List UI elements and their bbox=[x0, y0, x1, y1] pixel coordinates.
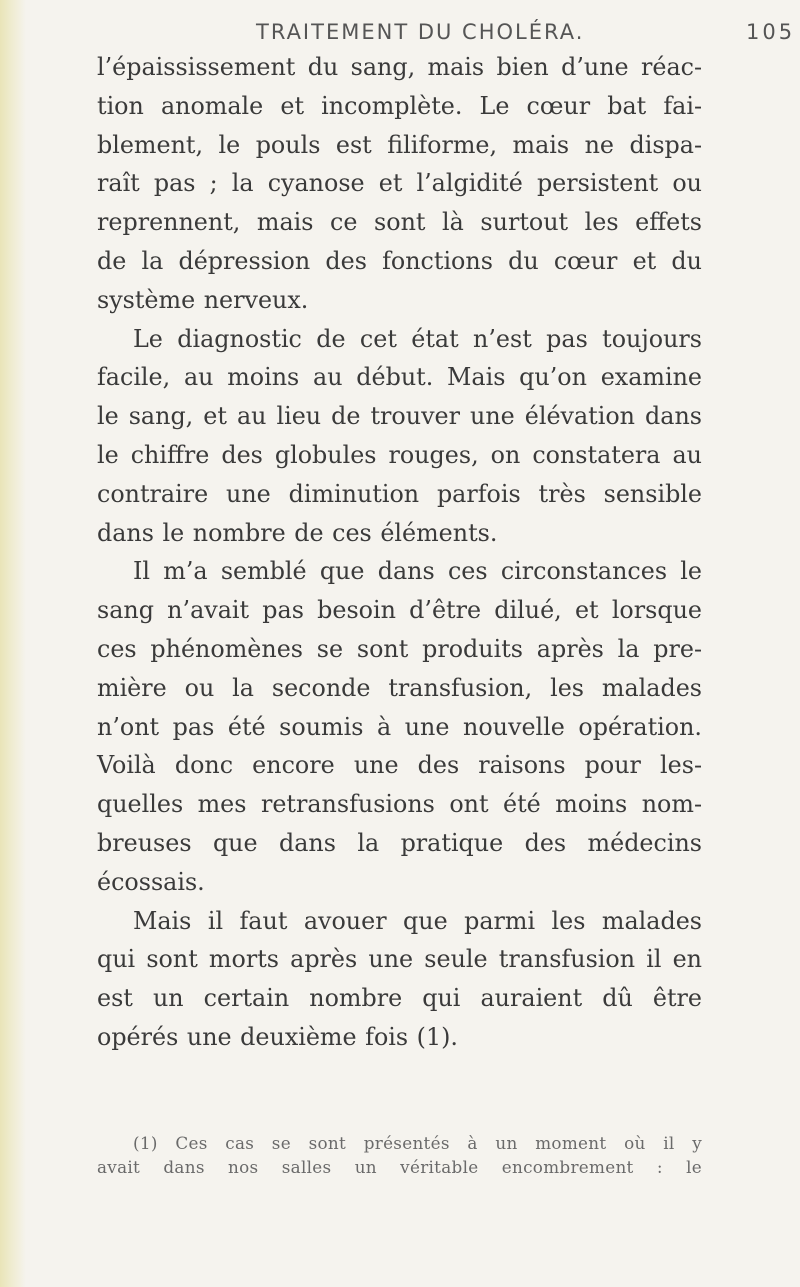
text-line: est un certain nombre qui auraient dû être bbox=[97, 984, 702, 1013]
paragraph-first-line: Mais il faut avouer que parmi les malades bbox=[133, 906, 702, 935]
text-line: mière ou la seconde transfusion, les malades bbox=[97, 673, 702, 702]
footnote-line: (1) Ces cas se sont présentés à un moment où il y bbox=[133, 1133, 702, 1153]
body-text bbox=[97, 48, 702, 1057]
text-line: contraire une diminution parfois très sensible bbox=[97, 479, 702, 508]
paragraph-first-line: Le diagnostic de cet état n’est pas toujours bbox=[133, 324, 702, 353]
text-line: raît pas ; la cyanose et l’algidité persistent ou bbox=[97, 169, 702, 198]
text-line: écossais. bbox=[97, 867, 205, 896]
text-line: breuses que dans la pratique des médecins bbox=[97, 828, 702, 857]
running-head bbox=[256, 14, 796, 48]
text-line: qui sont morts après une seule transfusion il en bbox=[97, 945, 702, 974]
running-title: TRAITEMENT DU CHOLÉRA. bbox=[256, 20, 585, 44]
text-line: l’épaississement du sang, mais bien d’une réac- bbox=[97, 53, 702, 81]
text-line: facile, au moins au début. Mais qu’on examine bbox=[97, 363, 702, 392]
footnote-line: avait dans nos salles un véritable encombrement : le bbox=[97, 1157, 702, 1177]
text-line: blement, le pouls est filiforme, mais ne dispa- bbox=[97, 130, 702, 159]
footnote bbox=[97, 1131, 702, 1179]
text-line: opérés une deuxième fois (1). bbox=[97, 1022, 458, 1051]
text-line: de la dépression des fonctions du cœur et du bbox=[97, 246, 702, 275]
text-line: tion anomale et incomplète. Le cœur bat fai- bbox=[97, 91, 702, 120]
text-line: Voilà donc encore une des raisons pour les- bbox=[97, 751, 702, 780]
text-line: système nerveux. bbox=[97, 285, 309, 314]
text-line: ces phénomènes se sont produits après la pre- bbox=[97, 634, 702, 663]
text-line: le sang, et au lieu de trouver une élévation dans bbox=[97, 402, 702, 431]
text-line: dans le nombre de ces éléments. bbox=[97, 518, 498, 547]
text-line: sang n’avait pas besoin d’être dilué, et lorsque bbox=[97, 596, 702, 625]
text-line: n’ont pas été soumis à une nouvelle opération. bbox=[97, 712, 702, 741]
text-line: reprennent, mais ce sont là surtout les effets bbox=[97, 208, 702, 237]
paragraph-first-line: Il m’a semblé que dans ces circonstances le bbox=[133, 557, 702, 586]
text-line: le chiffre des globules rouges, on constatera au bbox=[97, 440, 702, 469]
text-line: quelles mes retransfusions ont été moins nom- bbox=[97, 790, 702, 819]
page-number: 105 bbox=[746, 20, 796, 44]
